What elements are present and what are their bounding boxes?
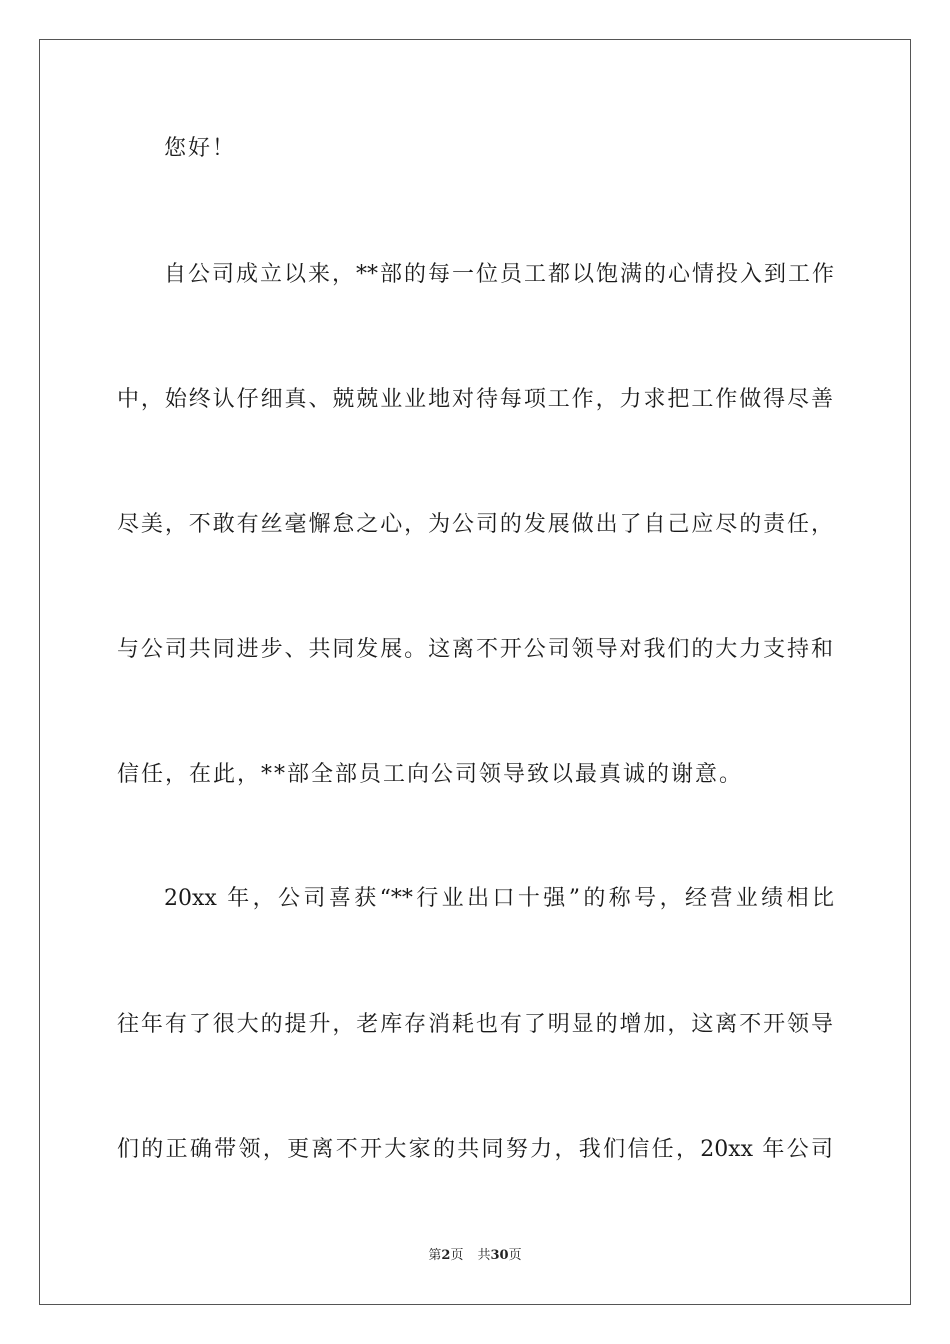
page-footer	[0, 1247, 950, 1265]
paragraph-line: 信任，在此，**部全部员工向公司领导致以最真诚的谢意。	[117, 762, 744, 787]
paragraph-line: 自公司成立以来，**部的每一位员工都以饱满的心情投入到工作	[164, 262, 834, 287]
paragraph-line: 往年有了很大的提升，老库存消耗也有了明显的增加，这离不开领导	[117, 1012, 833, 1037]
paragraph-line: 中，始终认仔细真、兢兢业业地对待每项工作，力求把工作做得尽善	[117, 387, 833, 412]
total-page-number: 30	[490, 1248, 509, 1263]
paragraph-line: 尽美，不敢有丝毫懈怠之心，为公司的发展做出了自己应尽的责任，	[117, 512, 833, 537]
salutation: 您好！	[164, 136, 237, 161]
current-page-number: 2	[441, 1248, 451, 1263]
page-suffix: 页	[450, 1248, 464, 1263]
page-border	[39, 39, 911, 1305]
total-prefix: 共	[477, 1248, 491, 1263]
paragraph-line: 20xx 年，公司喜获“**行业出口十强”的称号，经营业绩相比	[164, 886, 834, 911]
paragraph-line: 们的正确带领，更离不开大家的共同努力，我们信任，20xx 年公司	[117, 1137, 833, 1162]
page-prefix: 第	[428, 1248, 442, 1263]
paragraph-line: 与公司共同进步、共同发展。这离不开公司领导对我们的大力支持和	[117, 637, 833, 662]
total-suffix: 页	[508, 1248, 522, 1263]
